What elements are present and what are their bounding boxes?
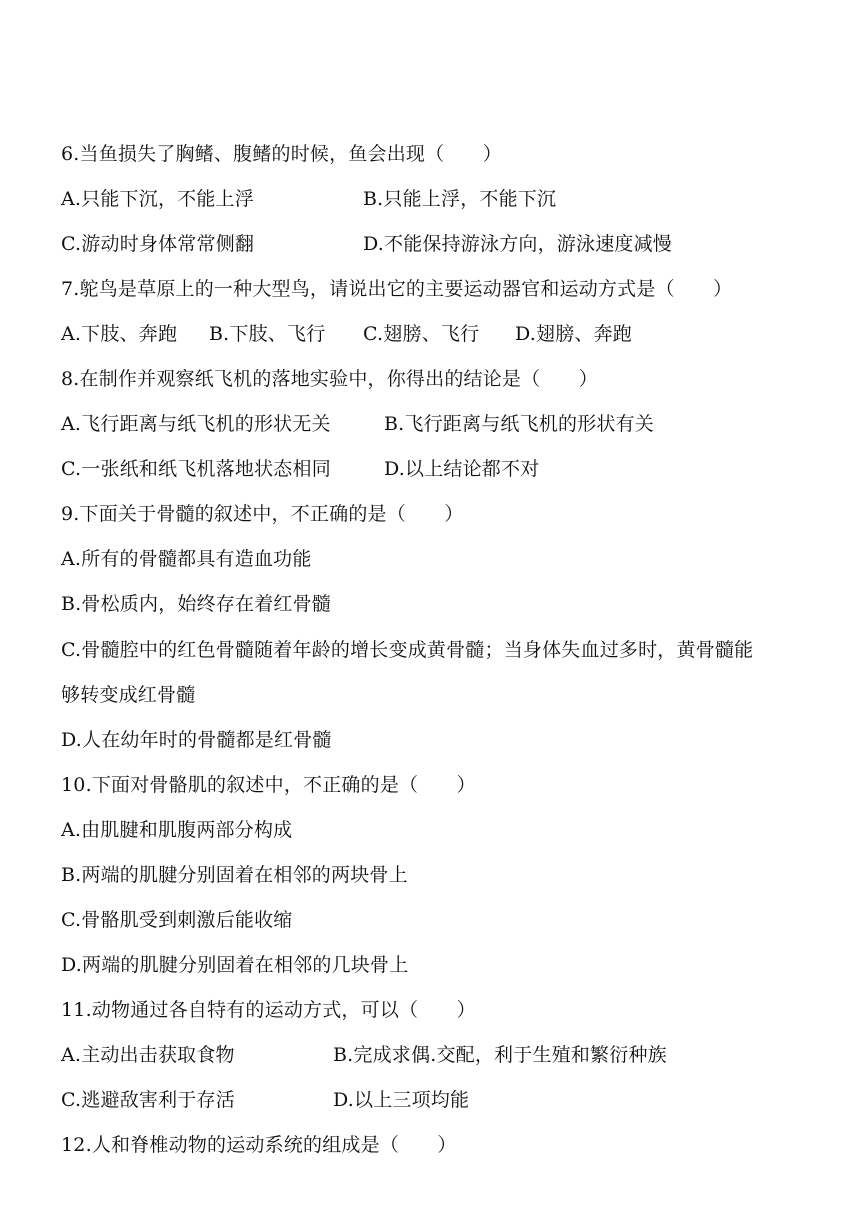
question-8-stem: 8.在制作并观察纸飞机的落地实验中，你得出的结论是（ ） — [61, 368, 598, 390]
question-9-option-a: A.所有的骨髓都具有造血功能 — [61, 548, 312, 570]
question-6-option-c: C.游动时身体常常侧翻 — [61, 233, 255, 255]
question-7-option-b: B.下肢、飞行 — [209, 323, 326, 345]
question-11-option-c: C.逃避敌害利于存活 — [61, 1089, 235, 1111]
question-11-stem: 11.动物通过各自特有的运动方式，可以（ ） — [61, 999, 476, 1021]
question-7-option-d: D.翅膀、奔跑 — [515, 323, 632, 345]
question-10-option-d: D.两端的肌腱分别固着在相邻的几块骨上 — [61, 954, 409, 976]
question-10-option-c: C.骨骼肌受到刺激后能收缩 — [61, 909, 293, 931]
question-6-option-a: A.只能下沉，不能上浮 — [61, 188, 254, 210]
question-7-option-c: C.翅膀、飞行 — [363, 323, 480, 345]
question-11-option-d: D.以上三项均能 — [333, 1089, 470, 1111]
question-6-option-d: D.不能保持游泳方向，游泳速度减慢 — [363, 233, 672, 255]
question-6-options-row-2 — [61, 231, 821, 257]
question-11-options-row-2 — [61, 1087, 821, 1113]
question-9-option-c-continued: 够转变成红骨髓 — [61, 684, 196, 706]
question-10-option-b: B.两端的肌腱分别固着在相邻的两块骨上 — [61, 864, 408, 886]
question-8-option-d: D.以上结论都不对 — [384, 458, 540, 480]
question-11-option-b: B.完成求偶.交配，利于生殖和繁衍种族 — [333, 1044, 667, 1066]
question-8-options-row-2 — [61, 456, 821, 482]
question-8-option-b: B.飞行距离与纸飞机的形状有关 — [384, 413, 655, 435]
question-6-stem: 6.当鱼损失了胸鳍、腹鳍的时候，鱼会出现（ ） — [61, 143, 502, 165]
question-9-option-c: C.骨髓腔中的红色骨髓随着年龄的增长变成黄骨髓；当身体失血过多时，黄骨髓能 — [61, 639, 754, 661]
question-9-option-d: D.人在幼年时的骨髓都是红骨髓 — [61, 729, 332, 751]
question-6-options-row-1 — [61, 186, 821, 212]
question-11-options-row-1 — [61, 1042, 821, 1068]
question-11-option-a: A.主动出击获取食物 — [61, 1044, 235, 1066]
question-9-stem: 9.下面关于骨髓的叙述中，不正确的是（ ） — [61, 503, 464, 525]
question-7-option-a: A.下肢、奔跑 — [61, 323, 178, 345]
question-8-option-c: C.一张纸和纸飞机落地状态相同 — [61, 458, 331, 480]
question-10-stem: 10.下面对骨骼肌的叙述中，不正确的是（ ） — [61, 774, 476, 796]
question-9-option-b: B.骨松质内，始终存在着红骨髓 — [61, 593, 332, 615]
question-8-option-a: A.飞行距离与纸飞机的形状无关 — [61, 413, 331, 435]
question-7-options-row — [61, 321, 821, 347]
question-12-stem: 12.人和脊椎动物的运动系统的组成是（ ） — [61, 1134, 457, 1156]
question-7-stem: 7.鸵鸟是草原上的一种大型鸟，请说出它的主要运动器官和运动方式是（ ） — [61, 278, 733, 300]
question-10-option-a: A.由肌腱和肌腹两部分构成 — [61, 819, 293, 841]
question-6-option-b: B.只能上浮，不能下沉 — [363, 188, 557, 210]
question-8-options-row-1 — [61, 411, 821, 437]
